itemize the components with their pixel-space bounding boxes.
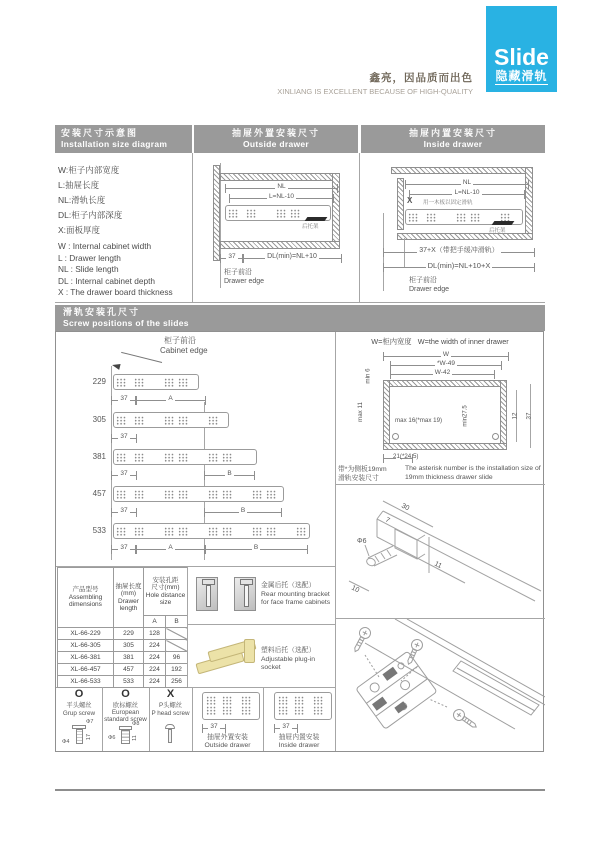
definition-zh: X:面板厚度: [58, 225, 101, 235]
install-en: Outside drawer: [204, 742, 251, 749]
screw-name-en: Grup screw: [62, 710, 96, 717]
screw-symbol: O: [74, 688, 84, 700]
tagline-en: XINLIANG IS EXCELLENT BECAUSE OF HIGH-QUALITY: [277, 87, 473, 96]
install-icon: [274, 692, 332, 720]
mounting-drawing: [335, 619, 545, 751]
slide-length: 533: [92, 526, 106, 535]
screw-drawing: [108, 721, 146, 748]
plastic-bracket-text: [261, 647, 333, 673]
w-title-en: W=the width of inner drawer: [417, 337, 509, 346]
screw-dim: Φ7: [86, 719, 94, 725]
dim-min6: min 6: [364, 368, 372, 384]
slide-457: [113, 486, 284, 502]
screw-name-zh: 平头螺丝: [66, 702, 92, 709]
main-grid: [55, 331, 544, 752]
spec-table: [57, 567, 188, 688]
drawer-edge-en: Drawer edge: [409, 286, 450, 293]
screw-dim: Φ6: [108, 735, 116, 741]
section-header-inside: [361, 125, 545, 153]
screw-dim: Φ4: [62, 739, 70, 745]
section-title-zh: 安装尺寸示意图: [61, 128, 139, 138]
plastic-bracket-zh: 塑料后托（选配）: [261, 647, 316, 654]
w-note-zh2: 滑轨安装尺寸: [338, 475, 379, 482]
metal-bracket-en: Rear mounting bracket for face frame cabinets: [261, 590, 331, 606]
outside-drawer-diagram: [194, 153, 358, 303]
logo-title: Slide: [494, 44, 549, 70]
drawer-front-board: [397, 178, 404, 230]
screw-symbol: X: [166, 688, 175, 700]
rear-bracket-label: 后托架: [302, 224, 319, 230]
cabinet-edge-pointer: [121, 352, 162, 363]
dim-max11: max 11: [356, 402, 364, 422]
panel-divider: [359, 153, 360, 302]
iso-dim-10: 10: [350, 584, 361, 595]
iso-dim-phi6: Φ6: [357, 538, 367, 545]
dim-w: W: [383, 352, 509, 361]
dim-min275: min27.5: [462, 405, 469, 427]
slide-length: 305: [92, 415, 106, 424]
screw-symbol: O: [121, 688, 130, 700]
definition-zh: NL:滑轨长度: [58, 195, 106, 205]
metal-bracket-icon: [234, 577, 256, 611]
section-title-zh: 抽屉外置安装尺寸: [231, 128, 320, 138]
rear-bracket-mark: [492, 221, 515, 225]
table-row: XL-66-381 381 224 96: [58, 652, 188, 664]
cabinet-right-wall: [500, 380, 507, 450]
dim-37: 37: [202, 724, 226, 733]
screw-dim: Φ8: [132, 721, 140, 727]
screw-name-en: P head screw: [151, 710, 190, 717]
dim-37: 37: [220, 254, 244, 263]
slide-305: [113, 412, 229, 428]
dim-37: 37: [111, 434, 137, 443]
section-title-zh: 滑轨安装孔尺寸: [63, 307, 141, 317]
drawer-edge-zh: 柜子前沿: [409, 277, 437, 284]
definition-en: W : Internal cabinet width: [58, 241, 152, 251]
table-row: XL-66-533 533 224 256: [58, 676, 188, 688]
slide-533: [113, 523, 310, 539]
dim-37: 37: [111, 545, 137, 554]
section-header-outside: [194, 125, 358, 153]
cabinet-front-wall: [213, 165, 220, 261]
dim-37: 37: [111, 396, 137, 405]
screw-dim: 17: [86, 733, 93, 741]
screw-drawing: [62, 719, 99, 748]
dim-nl: NL: [225, 184, 338, 193]
screw-dim: 11: [131, 735, 138, 741]
install-zh: 抽屉外置安装: [207, 734, 248, 741]
dim-l: L=NL-10: [229, 194, 334, 203]
cabinet-bottom-wall: [383, 443, 507, 450]
rear-bracket-mark: [305, 217, 328, 221]
dim-w49: *W-49: [390, 361, 502, 370]
col-header-b: B: [166, 616, 188, 628]
cabinet-bottom-wall: [220, 241, 340, 249]
metal-bracket-icon: [196, 577, 218, 611]
slide-section-mark: [492, 433, 499, 440]
install-icon: [202, 692, 260, 720]
slide-length: 457: [92, 489, 106, 498]
accessory-divider-h: [187, 624, 335, 625]
panel-divider: [192, 153, 193, 302]
mounting-illustration: [335, 619, 545, 751]
w-diagram: [335, 332, 545, 484]
iso-dim-11: 11: [433, 560, 443, 571]
table-row: XL-66-229 229 128: [58, 628, 188, 640]
slide-381: [113, 449, 257, 465]
definition-zh: L:抽屉长度: [58, 180, 100, 190]
slide-section-mark: [392, 433, 399, 440]
dim-dl: DL(min)=NL+10+X: [383, 263, 535, 272]
dim-b: B: [204, 545, 308, 554]
col-header-a: A: [144, 616, 166, 628]
install-zh: 抽屉内置安装: [278, 734, 320, 741]
dim-12: 12: [511, 412, 519, 420]
definitions-panel: [58, 163, 190, 301]
dim-nl: NL: [405, 180, 529, 189]
dim-37: 37: [111, 508, 137, 517]
logo-subtitle: 隐藏滑轨: [495, 69, 548, 83]
dim-w42: W-42: [390, 370, 495, 379]
cabinet-right-wall: [525, 167, 533, 240]
section-title-en: Inside drawer: [423, 139, 483, 149]
cabinet-front-line: [220, 163, 221, 288]
dim-37: 37: [111, 471, 137, 480]
definition-zh: DL:柜子内部深度: [58, 210, 123, 220]
slide-229: [113, 374, 199, 390]
rear-bracket-label: 后托架: [489, 228, 506, 234]
col-header-model: 产品型号 Assembling dimensions: [58, 568, 114, 628]
plastic-bracket-en: Adjustable plug-in socket: [261, 655, 316, 671]
section-title-en: Screw positions of the slides: [63, 318, 189, 328]
screw-name-en: European standard screw: [104, 709, 147, 723]
tagline-zh: 鑫亮，因品质而出色: [369, 72, 473, 84]
w-note-en: The asterisk number is the installation size of 19mm thickness drawer slide: [405, 465, 541, 481]
section-header-screw-positions: [55, 305, 545, 331]
metal-bracket-zh: 金属后托（选配）: [261, 582, 316, 589]
w-title: [335, 337, 545, 347]
brand-logo: [486, 6, 557, 92]
dim-l: L=NL-10: [409, 190, 525, 199]
dim-a: A: [135, 545, 206, 554]
dim-dl: DL(min)=NL+10: [242, 254, 342, 263]
section-header-install: [55, 125, 192, 153]
x-label: X: [407, 196, 413, 205]
dim-37: 37: [525, 412, 533, 420]
table-row: XL-66-457 457 224 192: [58, 664, 188, 676]
dim-a: A: [135, 396, 206, 405]
screw-drawing: [164, 724, 178, 748]
cabinet-edge-arrow: [111, 362, 120, 370]
drawer-edge-en: Drawer edge: [224, 278, 265, 285]
dim-b: B: [204, 471, 255, 480]
page-bottom-rule: [55, 789, 545, 791]
cabinet-edge-en: Cabinet edge: [160, 346, 208, 355]
dim-b: B: [204, 508, 282, 517]
drawer-edge-zh: 柜子前沿: [224, 269, 252, 276]
table-row: XL-66-305 305 224: [58, 640, 188, 652]
metal-bracket-text: [261, 582, 333, 608]
section-title-en: Installation size diagram: [61, 139, 168, 149]
install-en: Inside drawer: [278, 742, 320, 749]
screw-name-zh: 欧标螺丝: [112, 702, 139, 709]
definition-en: L : Drawer length: [58, 252, 121, 263]
definition-en: NL : Slide length: [58, 264, 119, 274]
cabinet-top-wall: [383, 380, 507, 387]
cabinet-top-wall: [391, 167, 533, 174]
screw-name-zh: P头螺丝: [158, 702, 183, 709]
w-title-zh: W=柜内宽度: [371, 337, 412, 346]
slide-length: 229: [92, 377, 106, 386]
iso-dim-7: 7: [384, 516, 391, 525]
section-title-en: Outside drawer: [242, 139, 310, 149]
iso-pin-drawing: [335, 485, 545, 617]
cabinet-edge-zh: 柜子前沿: [164, 336, 196, 345]
section-title-zh: 抽屉内置安装尺寸: [408, 128, 497, 138]
accessory-divider-v: [187, 566, 188, 687]
cabinet-bottom-wall: [397, 233, 533, 240]
dim-max16: max 16(*max 19): [395, 417, 443, 424]
cabinet-left-wall: [383, 380, 390, 450]
metal-bracket-figure: [196, 577, 268, 616]
slide-length: 381: [92, 452, 106, 461]
definition-en: X : The drawer board thickness: [58, 287, 173, 297]
col-header-hole: 安装孔距 尺寸(mm) Hole distance size: [144, 568, 188, 616]
definition-zh: W:柜子内部宽度: [58, 165, 120, 175]
iso-pin-diagram: [335, 485, 545, 617]
inside-drawer-diagram: [361, 153, 545, 303]
plastic-bracket-plate: [244, 639, 255, 663]
plastic-bracket-figure: [194, 637, 256, 677]
dim-21-label: 21(*24.5): [393, 453, 419, 460]
dim-37: 37: [274, 724, 298, 733]
cabinet-top-wall: [220, 173, 340, 181]
definition-en: DL : Internal cabinet depth: [58, 275, 156, 286]
w-note-zh1: 带*为侧板19mm: [338, 466, 387, 473]
col-header-length: 抽屉长度 (mm) Drawer length: [114, 568, 144, 628]
x-note: 用一木板以固定滑轨: [423, 200, 473, 206]
dim-37x: 37+X（带把手缓冲滑轨）: [383, 248, 535, 257]
iso-dim-30: 30: [400, 502, 411, 513]
page-header: [0, 0, 600, 110]
